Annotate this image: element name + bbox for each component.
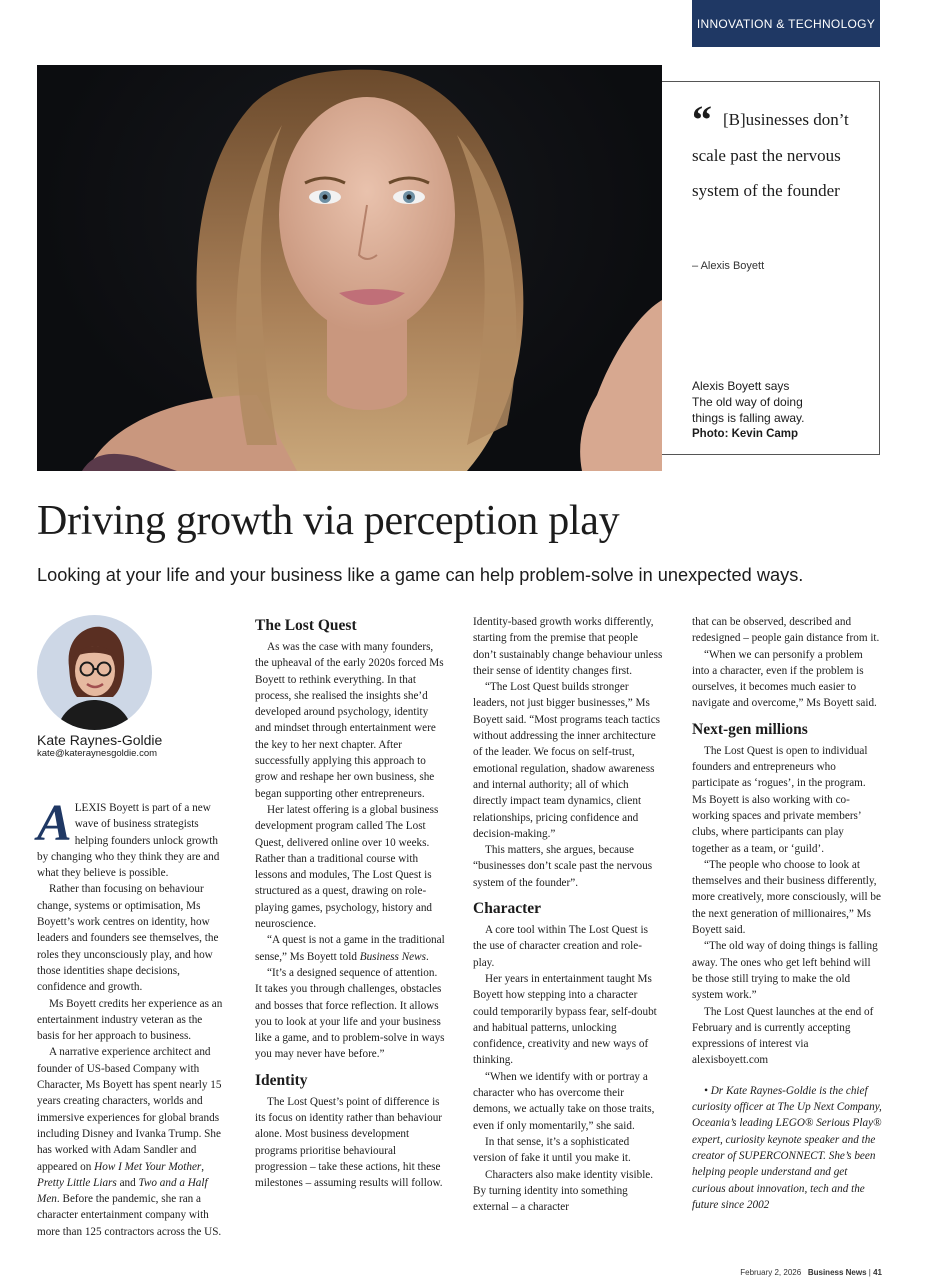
pull-quote-text: [B]usinesses don’t scale past the nervous system of the founder [692,110,849,200]
author-bio: • Dr Kate Raynes-Goldie is the chief curiosity officer at The Up Next Company, Oceania’s leading LEGO® Serious Play® expert, curiosity keynote speaker and the creator of SUPERCONNECT. She’s been helping people understand and get curious about innovation, tech and the future since 2002 [692,1084,882,1211]
paragraph: Identity-based growth works differently, starting from the premise that people don’t sustainably change behaviour unless their sense of identity changes first. [473,616,663,677]
subheading: Character [473,900,541,918]
author-portrait-illustration [37,615,152,730]
article-column-3 [473,614,663,1215]
paragraph: This matters, she argues, because “businesses don’t scale past the nervous system of the founder”. [473,844,653,889]
paragraph: “The Lost Quest builds stronger leaders, not just bigger businesses,” Ms Boyett said. “Most programs teach tactics without addressing the inner architecture of the leader. We focus on self-trust, emotional regulation, shadow awareness and internal authority; all of which directly impact team dynamics, client relationships, pricing confidence and decision-making.” [473,681,661,840]
paragraph: “The people who choose to look at themselves and their business differently, more creatively, more consciously, will be the next generation of millionaires,” Ms Boyett said. [692,858,881,937]
caption-line: Alexis Boyett says [692,379,790,393]
italic-title: Business News [359,950,426,963]
article-standfirst: Looking at your life and your business like a game can help problem-solve in unexpected ways. [37,565,804,585]
paragraph [37,1044,227,1240]
subheading: The Lost Quest [255,617,357,634]
paragraph-text: “A quest is not a game in the traditional sense,” Ms Boyett told [255,934,445,963]
paragraph: The Lost Quest’s point of difference is its focus on identity rather than behaviour alone. Most business development programs prioritise behavioural progression – take these actions, hit these milestones – assuming results will follow. [255,1095,443,1190]
paragraph: Rather than focusing on behaviour change, systems or optimisation, Ms Boyett’s work centres on identity, how leaders and founders see themselves, the roles they unconsciously play, and how those identities shape decisions, confidence and growth. [37,883,219,994]
paragraph: The Lost Quest launches at the end of February and is currently accepting expressions of interest via alexisboyett.com [692,1005,874,1067]
paragraph-text: , [201,1160,205,1173]
subheading: Identity [255,1071,308,1089]
italic-title: Two and a Half Men [37,1176,208,1206]
paragraph-text: LEXIS Boyett is part of a new wave of business strategists helping founders unlock growth by changing who they think they are and what they believe is possible. [37,802,220,880]
paragraph-text: and [116,1176,139,1189]
quote-mark-icon: “ [692,97,712,142]
issue-date: February 2, 2026 [740,1268,802,1277]
paragraph: Her years in entertainment taught Ms Boyett how stepping into a character could temporarily bypass fear, self-doubt and habitual patterns, unlocking confidence, creativity and new ways of thinking. [473,972,657,1067]
author-email[interactable]: kate@kateraynesgoldie.com [37,748,158,759]
paragraph-text: A narrative experience architect and founder of US-based Company with Character, Ms Boyett has spent nearly 15 years creating characters, worlds and immersive experiences for global brands including Disney and Ivanka Trump. She has worked with Adam Sandler and appeared on [37,1046,222,1173]
page-number: 41 [873,1268,882,1277]
paragraph: Characters also make identity visible. By turning identity into something external – a character [473,1168,654,1214]
paragraph: Her latest offering is a global business development program called The Lost Quest, delivered online over 10 weeks. Rather than a traditional course with lessons and modules, The Lost Quest is structured as a quest, drawing on role-playing games, psychology, history and neuroscience. [255,803,439,931]
drop-cap: A [37,795,72,852]
paragraph-text: . [425,950,429,963]
paragraph: “The old way of doing things is falling away. The ones who get left behind will be those still trying to make the old system work.” [692,940,878,1002]
publication-name: Business News [807,1268,867,1277]
section-tag: INNOVATION & TECHNOLOGY [692,0,880,47]
paragraph: In that sense, it’s a sophisticated version of fake it until you make it. [473,1135,631,1165]
article-column-2 [255,614,445,1192]
pull-quote-box [662,81,880,455]
page-footer [737,1268,882,1277]
paragraph: “It’s a designed sequence of attention. It takes you through challenges, obstacles and bosses that force reflection. It allows you to look at your life and your business like a game, and to problem-solve in ways you may never have before.” [255,966,445,1061]
hero-photo [37,65,662,471]
paragraph: Ms Boyett credits her experience as an entertainment industry veteran as the basis for her approach to business. [37,997,223,1043]
paragraph: that can be observed, described and redesigned – people gain distance from it. [692,616,880,645]
caption-line: things is falling away. [692,411,805,425]
paragraph: “When we can personify a problem into a character, even if the problem is ourselves, it becomes much easier to navigate and overcome,” Ms Boyett said. [692,648,877,710]
photo-credit: Photo: Kevin Camp [692,428,799,440]
paragraph [255,932,445,965]
footer-separator: | [868,1268,871,1277]
portrait-illustration [37,65,662,471]
subheading: Next-gen millions [692,720,808,738]
pull-quote-attribution: – Alexis Boyett [692,260,765,272]
article-headline: Driving growth via perception play [37,498,620,544]
italic-title: Pretty Little Liars [37,1176,117,1189]
photo-caption [692,378,872,442]
article-column-1 [37,795,227,1240]
italic-title: How I Met Your Mother [94,1160,202,1173]
caption-line: The old way of doing [692,395,803,409]
author-avatar [37,615,152,730]
paragraph-text: . Before the pandemic, she ran a character entertainment company with more than 125 contractors across the US. [37,1193,222,1238]
paragraph [37,795,227,881]
paragraph: As was the case with many founders, the upheaval of the early 2020s forced Ms Boyett to rethink everything. In that process, she realised the insights she’d developed around psychology, identity and mindset through entertainment were the key to her next chapter. After successfully applying this approach to grow and reshape her own business, she began supporting other entrepreneurs. [255,641,444,800]
author-name: Kate Raynes-Goldie [37,732,163,748]
paragraph: The Lost Quest is open to individual founders and entrepreneurs who participate as ‘rogues’, in the program. Ms Boyett is also working with co-working spaces and private members’ clubs, where participants can play together as a team, or ‘guild’. [692,744,868,855]
article-column-4 [692,614,882,1213]
paragraph: A core tool within The Lost Quest is the use of character creation and role-play. [473,924,648,969]
paragraph: “When we identify with or portray a character who has overcome their demons, we actually take on those traits, even if only momentarily,” she said. [473,1070,655,1132]
